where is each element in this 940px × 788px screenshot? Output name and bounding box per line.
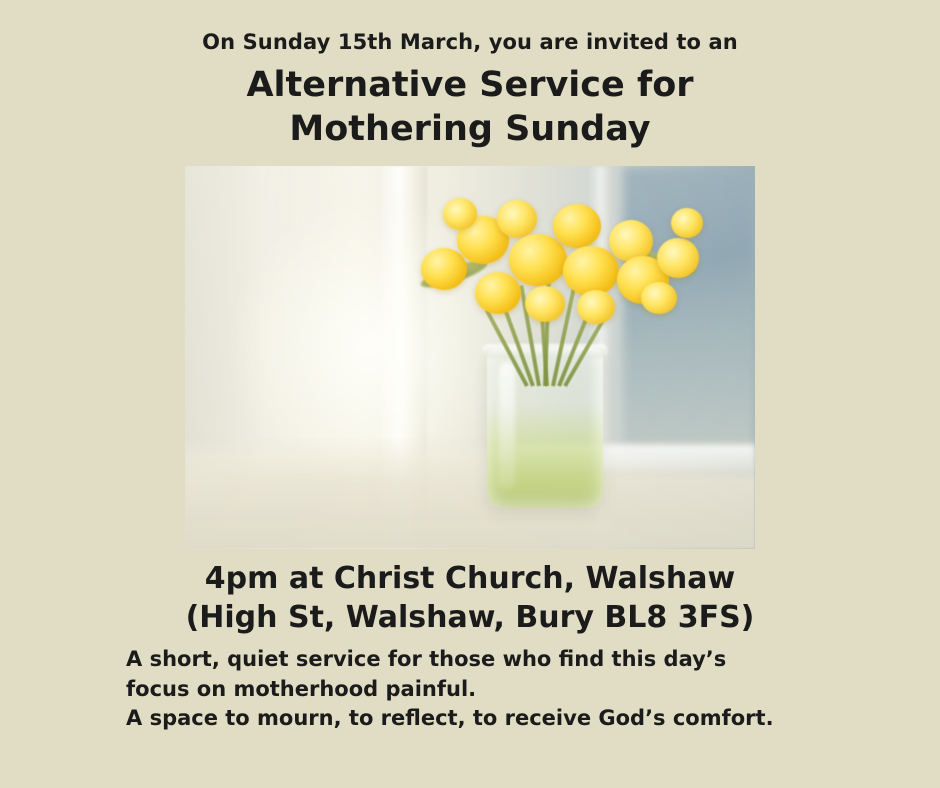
invitation-line: On Sunday 15th March, you are invited to an [202,30,738,54]
event-address: (High St, Walshaw, Bury BL8 3FS) [185,599,755,635]
event-details [186,559,755,637]
headline-line-2: Mothering Sunday [289,108,651,149]
page-title [246,64,693,152]
description-line-2: focus on motherhood painful. [126,676,477,701]
daffodil-photo [185,166,755,549]
description-line-3: A space to mourn, to reflect, to receive God’s comfort. [126,706,774,731]
event-time-venue: 4pm at Christ Church, Walshaw [204,560,736,596]
event-description [120,645,820,734]
daffodil-blooms [413,194,713,354]
headline-line-1: Alternative Service for [246,65,694,106]
description-line-1: A short, quiet service for those who find this day’s [126,646,727,671]
